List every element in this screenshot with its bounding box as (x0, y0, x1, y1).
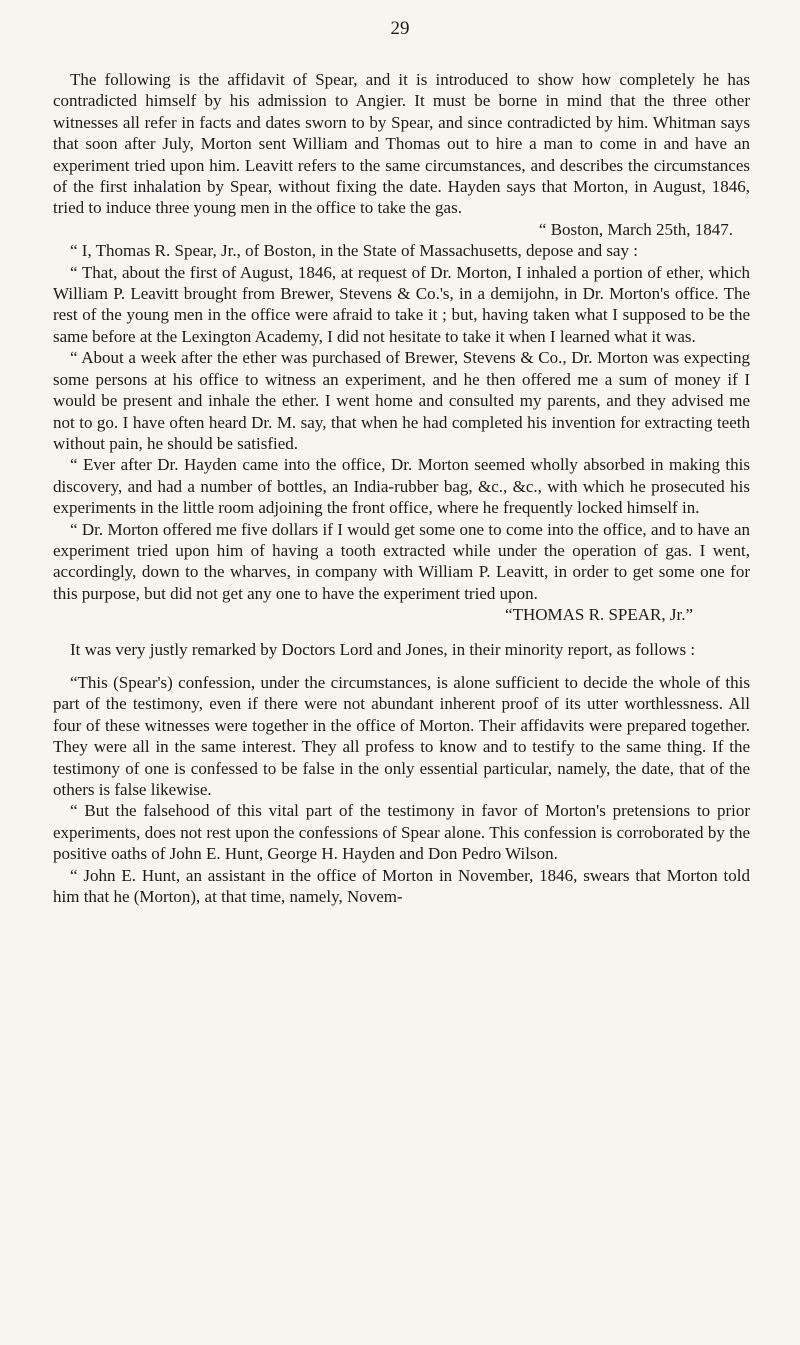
affidavit-paragraph: “ I, Thomas R. Spear, Jr., of Boston, in the State of Massachusetts, depose and say : (70, 241, 638, 261)
minority-report-intro: It was very justly remarked by Doctors Lord and Jones, in their minority report, as follows : (70, 639, 696, 659)
affidavit-paragraph: “ Ever after Dr. Hayden came into the office, Dr. Morton seemed wholly absorbed in making this discovery, and had a number of bottles, an India-rubber bag, &c., &c., with which he prosecuted his experiments in the little room adjoining the front office, where he frequently locked himself in. (53, 455, 750, 518)
affidavit-paragraph: “ That, about the first of August, 1846, at request of Dr. Morton, I inhaled a portion of ether, which William P. Leavitt brought from Brewer, Stevens & Co.'s, in a demijohn, in Dr. Morton's office. The rest of the young men in the office were afraid to take it ; but, having taken what I supposed to be the same before at the Lexington Academy, I did not hesitate to take it when I learned what it was. (53, 262, 750, 346)
quoted-report-paragraph: “This (Spear's) confession, under the circumstances, is alone sufficient to decide the whole of this part of the testimony, even if there were not abundant inherent proof of its utter worthlessness. All four of these witnesses were together in the office of Morton. Their affidavits were prepared together. They were all in the same interest. They all profess to know and to testify to the same thing. If the testimony of one is confessed to be false in the only essential particular, namely, the date, that of the others is false likewise. (53, 672, 750, 799)
intro-paragraph: The following is the affidavit of Spear, and it is introduced to show how completely he has contradicted himself by his admission to Angier. It must be borne in mind that the three other witnesses all refer in facts and dates sworn to by Spear, and since contradicted by him. Whitman says that soon after July, Morton sent William and Thomas out to hire a man to come in and have an experiment tried upon him. Leavitt refers to the same circumstances, and describes the circumstances of the first inhalation by Spear, without fixing the date. Hayden says that Morton, in August, 1846, tried to induce three young men in the office to take the gas. (53, 70, 750, 218)
body-text (53, 69, 750, 907)
affidavit-dateline: “ Boston, March 25th, 1847. (538, 219, 733, 239)
page-number: 29 (390, 18, 410, 39)
affidavit-paragraph: “ Dr. Morton offered me five dollars if I would get some one to come into the office, and to have an experiment tried upon him of having a tooth extracted while under the operation of gas. I went, accordingly, down to the wharves, in company with William P. Leavitt, in order to get some one for this purpose, but did not get any one to have the experiment tried upon. (53, 519, 750, 603)
quoted-report-paragraph: “ But the falsehood of this vital part of the testimony in favor of Morton's pretensions to prior experiments, does not rest upon the confessions of Spear alone. This confession is corroborated by the positive oaths of John E. Hunt, George H. Hayden and Don Pedro Wilson. (53, 801, 750, 864)
affidavit-paragraph: “ About a week after the ether was purchased of Brewer, Stevens & Co., Dr. Morton was expecting some persons at his office to witness an experiment, and he then offered me a sum of money if I would be present and inhale the ether. I went home and consulted my parents, and they advised me not to go. I have often heard Dr. M. say, that when he had completed his invention for extracting teeth without pain, he should be satisfied. (53, 348, 750, 453)
affidavit-signature: “THOMAS R. SPEAR, Jr.” (505, 605, 693, 625)
quoted-report-paragraph: “ John E. Hunt, an assistant in the office of Morton in November, 1846, swears that Morton told him that he (Morton), at that time, namely, Novem- (53, 865, 750, 907)
